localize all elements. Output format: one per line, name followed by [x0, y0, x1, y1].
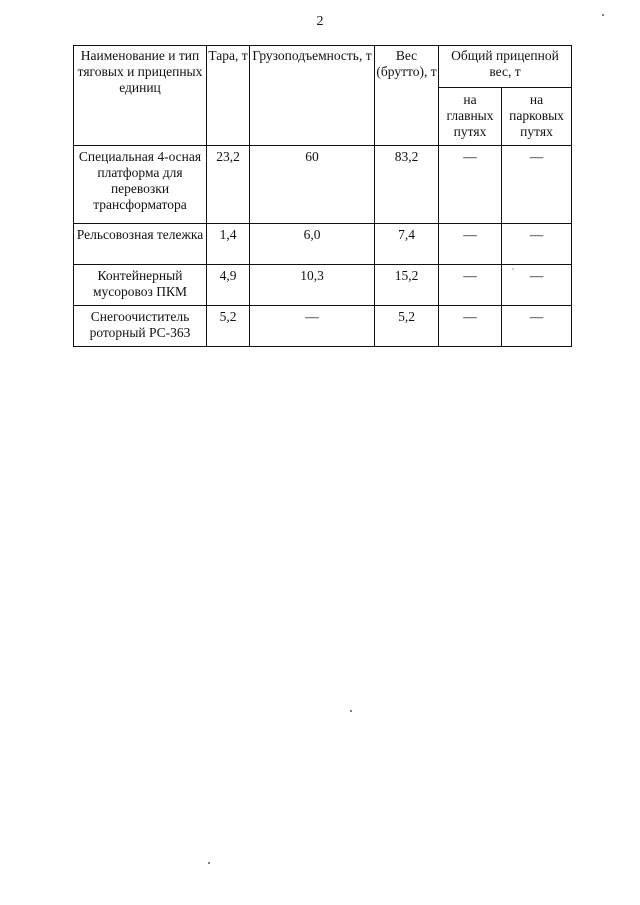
table-row [74, 265, 572, 306]
cell-capacity: 60 [250, 146, 375, 224]
cell-tare: 5,2 [207, 306, 250, 347]
header-capacity: Грузоподъемность, т [250, 46, 375, 146]
scan-speck [350, 710, 352, 712]
header-tare: Тара, т [207, 46, 250, 146]
cell-capacity: 6,0 [250, 224, 375, 265]
cell-park-tracks: — [502, 265, 572, 306]
header-main-tracks: на главных путях [439, 88, 502, 146]
cell-gross-weight: 15,2 [375, 265, 439, 306]
cell-name: Специальная 4-осная платформа для перевозки трансформатора [74, 146, 207, 224]
cell-tare: 23,2 [207, 146, 250, 224]
scan-speck [602, 14, 604, 16]
cell-gross-weight: 5,2 [375, 306, 439, 347]
cell-name: Снегоочиститель роторный РС-363 [74, 306, 207, 347]
table-header-row [74, 46, 572, 88]
cell-gross-weight: 7,4 [375, 224, 439, 265]
cell-tare: 1,4 [207, 224, 250, 265]
table-row [74, 146, 572, 224]
cell-name: Контейнерный мусоровоз ПКМ [74, 265, 207, 306]
cell-main-tracks: — [439, 224, 502, 265]
cell-gross-weight: 83,2 [375, 146, 439, 224]
rolling-stock-table [73, 45, 572, 347]
table-row [74, 224, 572, 265]
header-gross-weight: Вес (брутто), т [375, 46, 439, 146]
cell-park-tracks: — [502, 306, 572, 347]
cell-capacity: 10,3 [250, 265, 375, 306]
cell-name: Рельсовозная тележка [74, 224, 207, 265]
cell-main-tracks: — [439, 265, 502, 306]
scan-speck [208, 862, 210, 864]
table-row [74, 306, 572, 347]
cell-main-tracks: — [439, 306, 502, 347]
cell-park-tracks: — [502, 146, 572, 224]
cell-capacity: — [250, 306, 375, 347]
cell-tare: 4,9 [207, 265, 250, 306]
header-name: Наименование и тип тяговых и прицепных единиц [74, 46, 207, 146]
header-total-trailer-weight: Общий прицепной вес, т [439, 46, 572, 88]
header-park-tracks: на парковых путях [502, 88, 572, 146]
cell-park-tracks: — [502, 224, 572, 265]
page-number: 2 [316, 14, 324, 29]
cell-main-tracks: — [439, 146, 502, 224]
